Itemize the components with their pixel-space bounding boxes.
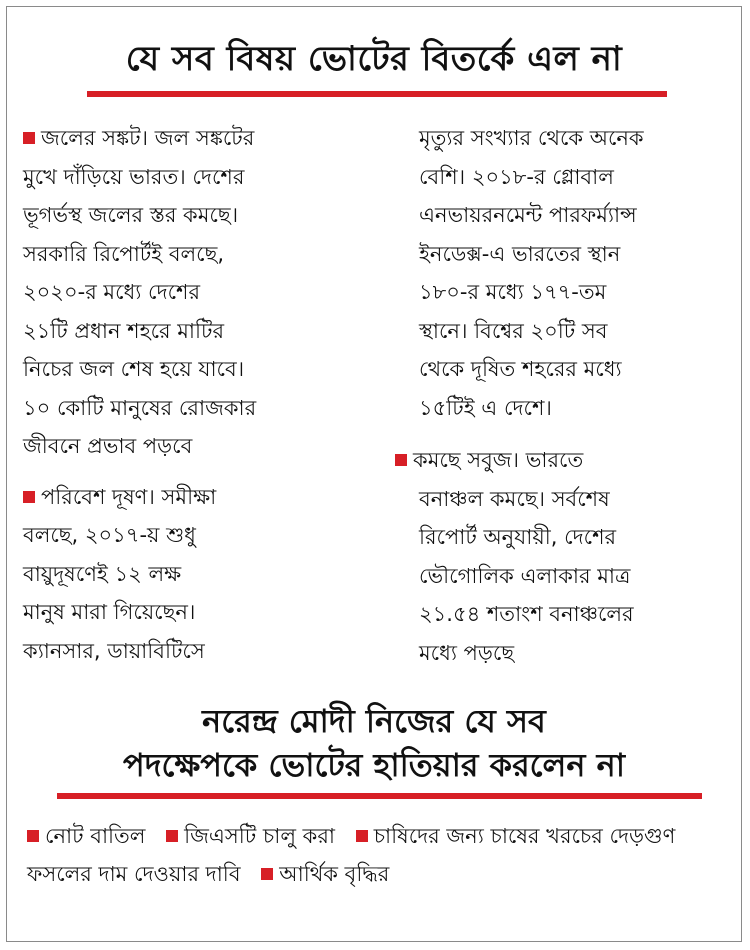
paragraph-pollution <box>23 478 383 671</box>
policy-tag: নোট বাতিল <box>27 824 145 848</box>
secondary-headline-underline <box>57 793 702 799</box>
text-line: ভৌগোলিক এলাকার মাত্র <box>419 563 631 588</box>
right-column <box>395 119 735 672</box>
text-line: ১৫টিই এ দেশে। <box>419 395 552 420</box>
text-line: স্থানে। বিশ্বের ২০টি সব <box>419 318 608 343</box>
text-line: ভূগর্ভস্থ জলের স্তর কমছে। <box>23 203 239 227</box>
left-column <box>23 119 383 670</box>
text-line: রিপোর্ট অনুযায়ী, দেশের <box>419 525 617 549</box>
bullet-square-icon <box>261 868 273 880</box>
bullet-square-icon <box>166 830 178 842</box>
secondary-headline <box>7 699 741 787</box>
policy-tag: জিএসটি চালু করা <box>166 824 335 848</box>
text-line: সরকারি রিপোর্টই বলছে, <box>23 241 224 266</box>
policy-tag: আর্থিক বৃদ্ধির <box>261 862 389 886</box>
text-line: নিচের জল শেষ হয়ে যাবে। <box>23 357 245 381</box>
text-line: ১০ কোটি মানুষের রোজকার <box>23 395 257 420</box>
article-frame <box>6 6 742 942</box>
text-line: বায়ুদূষণেই ১২ লক্ষ <box>23 561 182 586</box>
headline-underline <box>87 91 667 97</box>
text-line: ১৮০-র মধ্যে ১৭৭-তম <box>419 280 607 304</box>
text-line: পরিবেশ দূষণ। সমীক্ষা <box>23 478 383 517</box>
paragraph-pollution-continued <box>395 119 735 427</box>
text-line: ২০২০-র মধ্যে দেশের <box>23 280 201 304</box>
policy-tag: চাষিদের জন্য চাষের খরচের দেড়গুণ ফসলের দাম দেওয়ার দাবি <box>27 824 676 886</box>
policy-tag-list <box>27 817 737 893</box>
text-line: থেকে দূষিত শহরের মধ্যে <box>419 357 622 381</box>
bullet-square-icon <box>23 132 35 144</box>
text-line: মানুষ মারা গিয়েছেন। <box>23 600 196 624</box>
text-line: বেশি। ২০১৮-র গ্লোবাল <box>419 164 614 189</box>
text-line: মৃত্যুর সংখ্যার থেকে অনেক <box>419 126 644 150</box>
bullet-square-icon <box>23 491 35 503</box>
paragraph-forest-cover <box>395 441 735 672</box>
bullet-square-icon <box>356 830 368 842</box>
text-line: মুখে দাঁড়িয়ে ভারত। দেশের <box>23 164 245 189</box>
secondary-headline-line: নরেন্দ্র মোদী নিজের যে সব <box>202 702 546 740</box>
text-line: ইনডেক্স-এ ভারতের স্থান <box>419 241 621 266</box>
text-line: এনভায়রনমেন্ট পারফর্ম্যান্স <box>419 203 637 227</box>
text-line: জীবনে প্রভাব পড়বে <box>23 434 193 458</box>
text-line: ২১.৫৪ শতাংশ বনাঞ্চলের <box>419 602 634 626</box>
text-line: ২১টি প্রধান শহরে মাটির <box>23 318 225 343</box>
text-line: ক্যানসার, ডায়াবিটিসে <box>23 638 205 663</box>
text-line: বলছে, ২০১৭-য় শুধু <box>23 523 196 547</box>
text-line: মধ্যে পড়ছে <box>419 640 515 665</box>
text-line: বনাঞ্চল কমছে। সর্বশেষ <box>419 486 610 511</box>
paragraph-water-crisis <box>23 119 383 466</box>
page-title: যে সব বিষয় ভোটের বিতর্কে এল না <box>125 39 623 79</box>
secondary-headline-line: পদক্ষেপকে ভোটের হাতিয়ার করলেন না <box>122 746 625 784</box>
bullet-square-icon <box>395 454 407 466</box>
text-line: জলের সঙ্কট। জল সঙ্কটের <box>23 119 383 158</box>
bullet-square-icon <box>27 830 39 842</box>
text-line: কমছে সবুজ। ভারতে <box>395 441 735 480</box>
